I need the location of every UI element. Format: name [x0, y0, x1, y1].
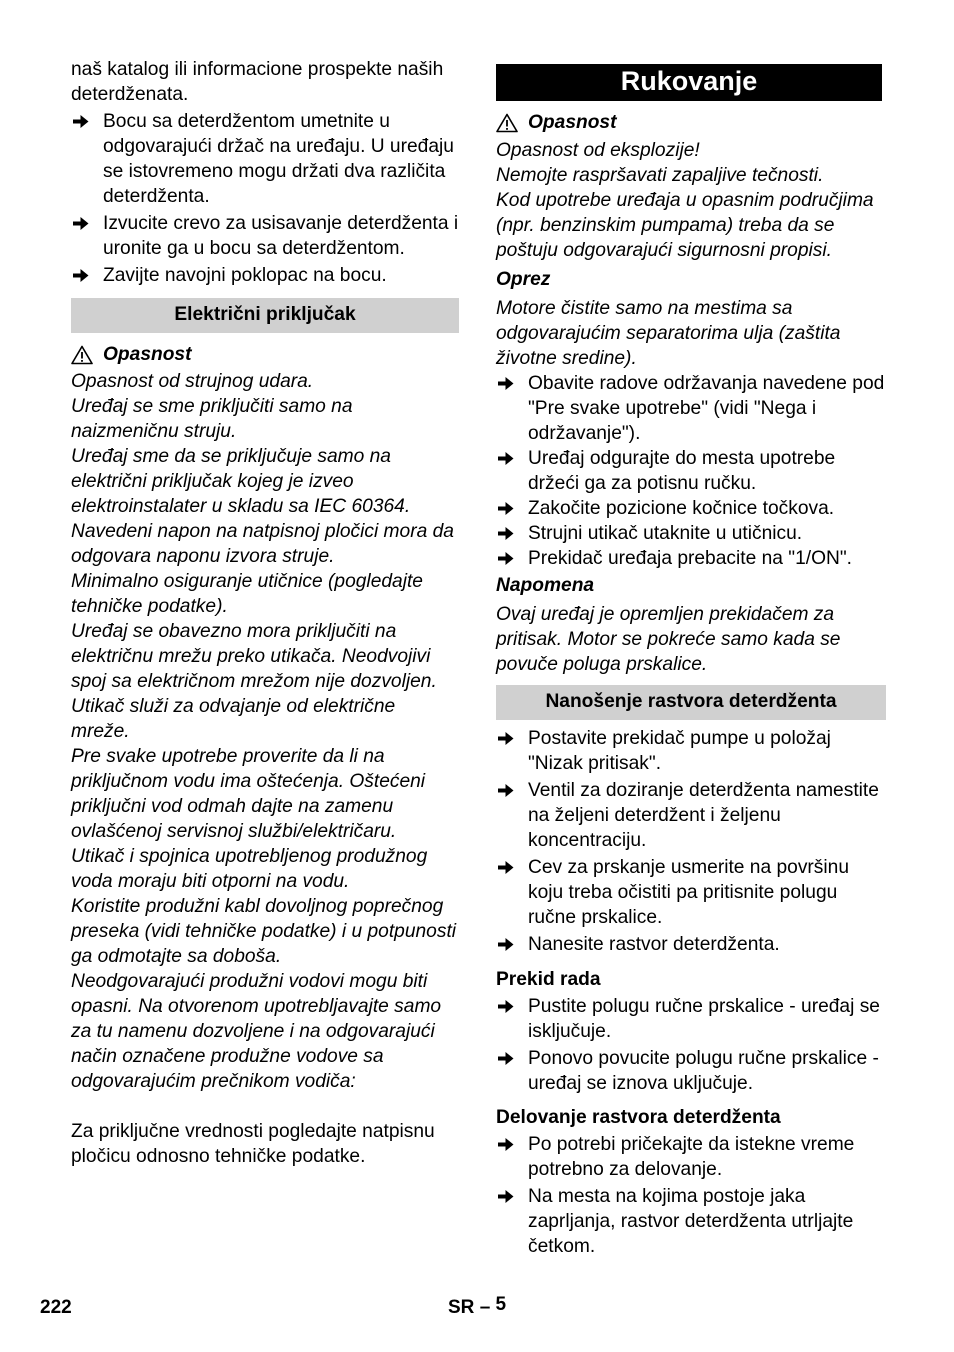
arrow-right-icon [498, 526, 514, 541]
warning-header [71, 342, 459, 367]
note-text: Ovaj uređaj je opremljen prekidačem za pritisak. Motor se pokreće samo kada se povuče poluga prskalice. [496, 604, 841, 675]
bullet-list [496, 371, 886, 571]
warning-triangle-icon [496, 113, 518, 133]
bullet-list [496, 726, 886, 957]
footer-section [448, 1295, 506, 1320]
warning-line: Opasnost od eksplozije! [496, 140, 700, 161]
arrow-right-icon [498, 937, 514, 952]
left-column [71, 57, 459, 1169]
list-item-text: Po potrebi pričekajte da istekne vreme potrebno za delovanje. [528, 1134, 855, 1180]
bullet-list [496, 1132, 886, 1259]
list-item [496, 1046, 886, 1096]
list-item [496, 1132, 886, 1182]
list-item-text: Bocu sa deterdžentom umetnite u odgovarajući držač na uređaju. U uređaju se istovremeno mogu držati dva različita deterdženta. [103, 111, 454, 207]
arrow-right-icon [498, 999, 514, 1014]
list-item [496, 1184, 886, 1259]
list-item [496, 726, 886, 776]
arrow-right-icon [73, 216, 89, 231]
warning-line: Uređaj sme da se priključuje samo na električni priključak kojeg je izveo elektroinstalater u skladu sa IEC 60364. [71, 446, 411, 517]
list-item [496, 855, 886, 930]
arrow-right-icon [498, 783, 514, 798]
list-item [496, 521, 886, 546]
list-item-text: Izvucite crevo za usisavanje deterdženta i uronite ga u bocu sa deterdžentom. [103, 213, 459, 259]
warning-line: Pre svake upotrebe proverite da li na priključnom vodu ima oštećenja. Oštećeni priključni vod odmah dajte na zamenu ovlašćenoj servisnoj službi/električaru. [71, 746, 426, 842]
list-item-text: Pustite polugu ručne prskalice - uređaj se isključuje. [528, 996, 880, 1042]
subheading-interrupt: Prekid rada [496, 969, 601, 990]
warning-label: Opasnost [528, 112, 617, 133]
warning-triangle-icon [71, 345, 93, 365]
subheading-detergent-action: Delovanje rastvora deterdženta [496, 1107, 781, 1128]
warning-line: Navedeni napon na natpisnoj pločici mora da odgovara naponu izvora struje. [71, 521, 454, 567]
arrow-right-icon [498, 731, 514, 746]
list-item-text: Obavite radove održavanja navedene pod "Pre svake upotrebe" (vidi "Nega i održavanje"). [528, 373, 885, 444]
list-item [71, 263, 459, 288]
list-item-text: Strujni utikač utaknite u utičnicu. [528, 523, 803, 544]
list-item-text: Ponovo povucite polugu ručne prskalice - uređaj se iznova uključuje. [528, 1048, 879, 1094]
warning-header [496, 110, 886, 135]
note-label: Napomena [496, 575, 595, 596]
warning-line: Uređaj se sme priključiti samo na naizmeničnu struju. [71, 396, 353, 442]
page-number: 222 [40, 1297, 72, 1318]
list-item-text: Cev za prskanje usmerite na površinu koju treba očistiti pa pritisnite polugu ručne prskalice. [528, 857, 850, 928]
list-item [496, 446, 886, 496]
arrow-right-icon [498, 451, 514, 466]
arrow-right-icon [498, 551, 514, 566]
right-column [496, 57, 886, 1259]
caution-text: Motore čistite samo na mestima sa odgovarajućim separatorima ulja (zaštita životne sredine). [496, 298, 841, 369]
main-title: Rukovanje [496, 64, 882, 101]
list-item [496, 932, 886, 957]
arrow-right-icon [498, 1051, 514, 1066]
list-item-text: Nanesite rastvor deterdženta. [528, 934, 780, 955]
warning-line: Nemojte raspršavati zapaljive tečnosti. [496, 165, 824, 186]
closing-text: Za priključne vrednosti pogledajte natpisnu pločicu odnosno tehničke podatke. [71, 1121, 435, 1167]
intro-text: naš katalog ili informacione prospekte naših deterdženata. [71, 59, 444, 105]
list-item-text: Prekidač uređaja prebacite na "1/ON". [528, 548, 852, 569]
bullet-list [496, 994, 886, 1096]
list-item [496, 496, 886, 521]
arrow-right-icon [498, 860, 514, 875]
footer-language: SR [448, 1297, 475, 1318]
arrow-right-icon [73, 114, 89, 129]
footer-section-page: 5 [495, 1294, 507, 1315]
warning-text [71, 369, 459, 1094]
list-item-text: Zavijte navojni poklopac na bocu. [103, 265, 387, 286]
warning-line: Utikač i spojnica upotrebljenog produžnog voda moraju biti otporni na vodu. [71, 846, 428, 892]
list-item [496, 994, 886, 1044]
warning-line: Uređaj se obavezno mora priključiti na električnu mrežu preko utikača. Neodvojivi spoj sa električnom mrežom nije dozvoljen. Utikač služi za odvajanje od električne mreže. [71, 621, 437, 742]
warning-line: Minimalno osiguranje utičnice (pogledajte tehničke podatke). [71, 571, 423, 617]
list-item [496, 778, 886, 853]
warning-line: Opasnost od strujnog udara. [71, 371, 314, 392]
warning-line: Kod upotrebe uređaja u opasnim područjima (npr. benzinskim pumpama) treba da se poštuju odgovarajući sigurnosni propisi. [496, 190, 874, 261]
arrow-right-icon [498, 1137, 514, 1152]
list-item-text: Uređaj odgurajte do mesta upotrebe držeći ga za potisnu ručku. [528, 448, 836, 494]
list-item-text: Ventil za doziranje deterdženta namestite na željeni deterdžent i željenu koncentraciju. [528, 780, 879, 851]
list-item [496, 371, 886, 446]
warning-label: Opasnost [103, 344, 192, 365]
warning-line: Neodgovarajući produžni vodovi mogu biti opasni. Na otvorenom upotrebljavajte samo za tu namenu dozvoljene i na odgovarajući način označene produžne vodove sa odgovarajućim prečnikom vodiča: [71, 971, 442, 1092]
arrow-right-icon [498, 501, 514, 516]
list-item [71, 109, 459, 209]
bullet-list [71, 109, 459, 288]
arrow-right-icon [498, 376, 514, 391]
list-item-text: Zakočite pozicione kočnice točkova. [528, 498, 835, 519]
caution-label: Oprez [496, 269, 551, 290]
arrow-right-icon [498, 1189, 514, 1204]
warning-line: Koristite produžni kabl dovoljnog poprečnog preseka (vidi tehničke podatke) i u potpunosti ga odmotajte sa doboša. [71, 896, 457, 967]
list-item [71, 211, 459, 261]
list-item-text: Postavite prekidač pumpe u položaj "Nizak pritisak". [528, 728, 831, 774]
arrow-right-icon [73, 268, 89, 283]
warning-text [496, 138, 886, 263]
list-item-text: Na mesta na kojima postoje jaka zaprljanja, rastvor deterdženta utrljajte četkom. [528, 1186, 854, 1257]
list-item [496, 546, 886, 571]
section-heading-detergent: Nanošenje rastvora deterdženta [496, 685, 886, 720]
footer-separator: – [479, 1297, 491, 1318]
section-heading-electrical: Električni priključak [71, 298, 459, 333]
